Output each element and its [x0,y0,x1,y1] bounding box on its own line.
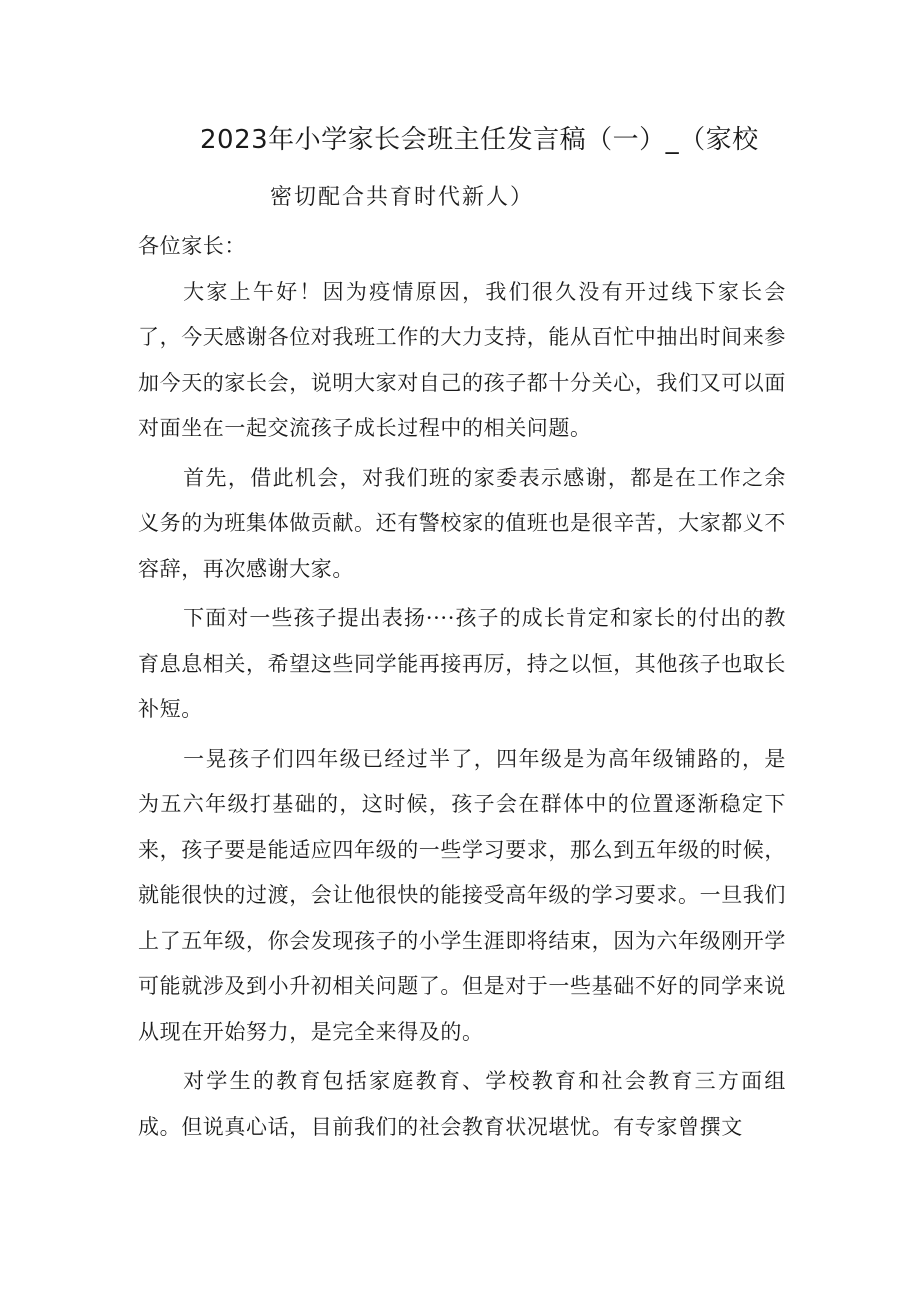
document-title-line-2: 密切配合共育时代新人） [270,185,535,210]
document-title-line-1: 2023年小学家长会班主任发言稿（一）_（家校 [200,125,759,155]
paragraph-praise: 下面对一些孩子提出表扬····孩子的成长肯定和家长的付出的教育息息相关，希望这些同学能再接再厉，持之以恒，其他孩子也取长补短。 [138,606,786,721]
document-body [138,224,786,1154]
paragraph-thanks: 首先，借此机会，对我们班的家委表示感谢，都是在工作之余义务的为班集体做贡献。还有警校家的值班也是很辛苦，大家都义不容辞，再次感谢大家。 [138,465,786,581]
salutation: 各位家长： [138,234,246,258]
paragraph-education: 对学生的教育包括家庭教育、学校教育和社会教育三方面组成。但说真心话，目前我们的社会教育状况堪忧。有专家曾撰文 [138,1069,786,1139]
paragraph-grade-four: 一晃孩子们四年级已经过半了，四年级是为高年级铺路的，是为五六年级打基础的，这时候，孩子会在群体中的位置逐渐稳定下来，孩子要是能适应四年级的一些学习要求，那么到五年级的时候，就能很快的过渡，会让他很快的能接受高年级的学习要求。一旦我们上了五年级，你会发现孩子的小学生涯即将结束，因为六年级刚开学可能就涉及到小升初相关问题了。但是对于一些基础不好的同学来说从现在开始努力，是完全来得及的。 [138,746,786,1044]
paragraph-greeting: 大家上午好！因为疫情原因，我们很久没有开过线下家长会了，今天感谢各位对我班工作的大力支持，能从百忙中抽出时间来参加今天的家长会，说明大家对自己的孩子都十分关心，我们又可以面对面坐在一起交流孩子成长过程中的相关问题。 [138,279,786,440]
